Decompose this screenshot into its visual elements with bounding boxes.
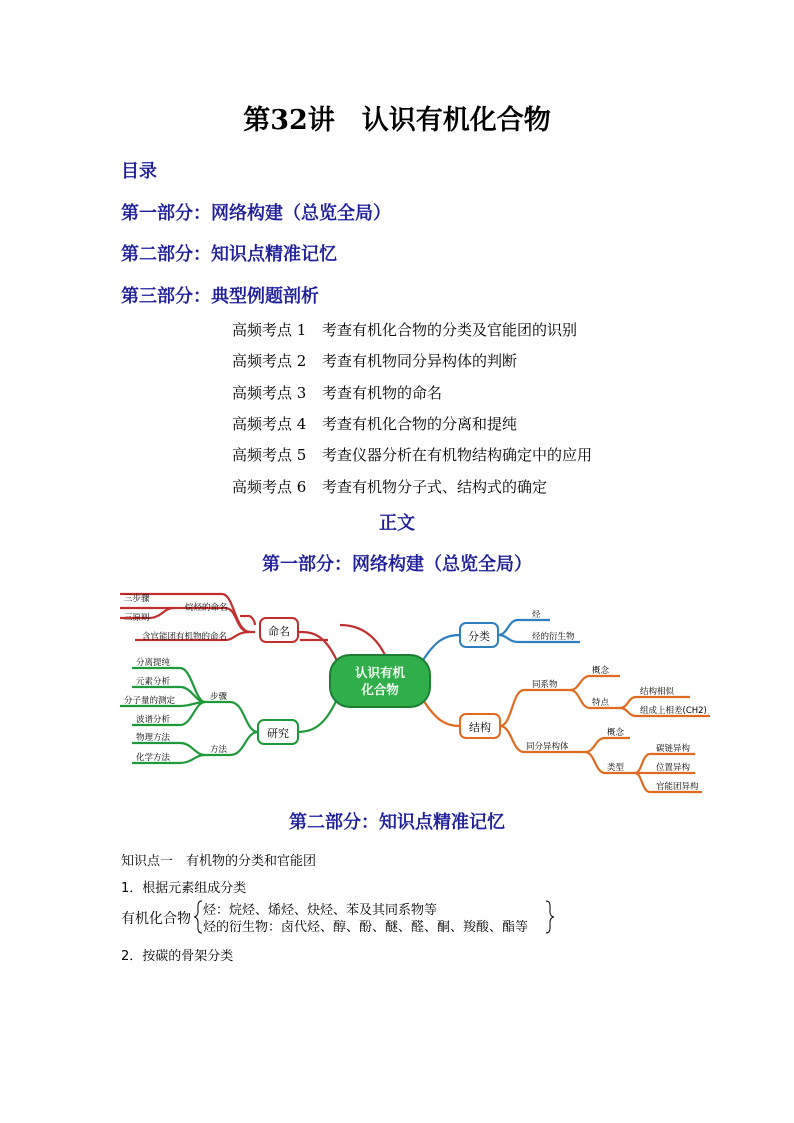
toc-item-text: 考查有机物分子式、结构式的确定 xyxy=(322,478,548,496)
naming-leaf-2: 三原则 xyxy=(124,613,150,623)
research-label: 研究 xyxy=(267,727,289,740)
toc-heading: 目录 xyxy=(121,161,157,182)
research-step-leaf-2: 元素分析 xyxy=(136,677,171,687)
structure-homolog-feature: 特点 xyxy=(592,698,610,708)
research-step-leaf-1: 分离提纯 xyxy=(136,658,171,668)
toc-item-num: 高频考点 1 xyxy=(232,321,307,339)
part2-heading: 第二部分：知识点精准记忆 xyxy=(289,812,505,833)
research-method: 方法 xyxy=(210,745,228,755)
right-brace-icon xyxy=(545,900,555,934)
toc-item-num: 高频考点 6 xyxy=(232,478,307,496)
toc-item-num: 高频考点 5 xyxy=(232,446,307,464)
brace-line-1: 烃：烷烃、烯烃、炔烃、苯及其同系物等 xyxy=(203,903,438,918)
structure-isomer: 同分异构体 xyxy=(526,742,569,752)
research-step-leaf-3: 分子量的测定 xyxy=(124,696,176,706)
toc-item-6 xyxy=(232,476,547,497)
structure-isomer-concept: 概念 xyxy=(607,728,625,738)
classify-leaf-2: 烃的衍生物 xyxy=(532,632,575,642)
structure-homolog-concept: 概念 xyxy=(592,666,610,676)
structure-type-3: 官能团异构 xyxy=(656,782,699,792)
naming-other: 含官能团有机物的命名 xyxy=(142,632,228,642)
part1-heading: 第一部分：网络构建（总览全局） xyxy=(262,554,532,575)
classify-lines xyxy=(420,620,580,665)
structure-type-1: 碳链异构 xyxy=(656,744,691,754)
toc-item-2 xyxy=(232,350,517,371)
research-step-leaf-4: 波谱分析 xyxy=(136,715,171,725)
classify-leaf-1: 烃 xyxy=(532,610,541,620)
toc-item-num: 高频考点 2 xyxy=(232,352,307,370)
structure-label: 结构 xyxy=(469,721,491,734)
brace-line-2: 烃的衍生物：卤代烃、醇、酚、醚、醛、酮、羧酸、酯等 xyxy=(203,920,529,935)
structure-isomer-type: 类型 xyxy=(607,763,625,773)
left-brace-icon xyxy=(193,900,203,934)
structure-feature-1: 结构相似 xyxy=(640,687,675,697)
toc-part-3: 第三部分：典型例题剖析 xyxy=(121,286,319,307)
naming-sub: 烷烃的命名 xyxy=(185,603,228,613)
kp1-heading: 知识点一 有机物的分类和官能团 xyxy=(121,854,317,869)
page-title: 第32讲 认识有机化合物 xyxy=(243,105,551,136)
research-method-leaf-2: 化学方法 xyxy=(136,753,171,763)
toc-item-5 xyxy=(232,444,592,465)
center-node xyxy=(330,655,430,707)
structure-homolog: 同系物 xyxy=(532,680,558,690)
center-line-1: 认识有机 xyxy=(354,665,406,680)
naming-leaf-1: 三步骤 xyxy=(124,594,150,604)
toc-part-2: 第二部分：知识点精准记忆 xyxy=(121,244,337,265)
research-method-leaf-1: 物理方法 xyxy=(136,733,171,743)
structure-feature-2: 组成上相差(CH2) xyxy=(640,706,707,716)
zhengwen-heading: 正文 xyxy=(379,513,415,534)
toc-item-text: 考查有机化合物的分类及官能团的识别 xyxy=(322,321,578,339)
toc-item-text: 考查有机物同分异构体的判断 xyxy=(322,352,518,370)
mind-map xyxy=(110,580,710,800)
toc-item-text: 考查有机物的命名 xyxy=(322,384,443,402)
research-steps: 步骤 xyxy=(210,692,228,702)
classify-label: 分类 xyxy=(468,630,490,643)
toc-item-1 xyxy=(232,319,577,340)
toc-item-num: 高频考点 3 xyxy=(232,384,307,402)
toc-item-text: 考查有机化合物的分离和提纯 xyxy=(322,415,518,433)
center-line-2: 化合物 xyxy=(361,682,399,697)
toc-item-text: 考查仪器分析在有机物结构确定中的应用 xyxy=(322,446,593,464)
brace-root: 有机化合物 xyxy=(121,911,191,927)
naming-label: 命名 xyxy=(268,625,290,638)
toc-part-1: 第一部分：网络构建（总览全局） xyxy=(121,203,391,224)
toc-item-3 xyxy=(232,382,442,403)
kp1-s1: 1．根据元素组成分类 xyxy=(121,881,247,896)
structure-type-2: 位置异构 xyxy=(656,763,691,773)
kp1-s2: 2．按碳的骨架分类 xyxy=(121,949,234,964)
toc-item-4 xyxy=(232,413,517,434)
toc-item-num: 高频考点 4 xyxy=(232,415,307,433)
